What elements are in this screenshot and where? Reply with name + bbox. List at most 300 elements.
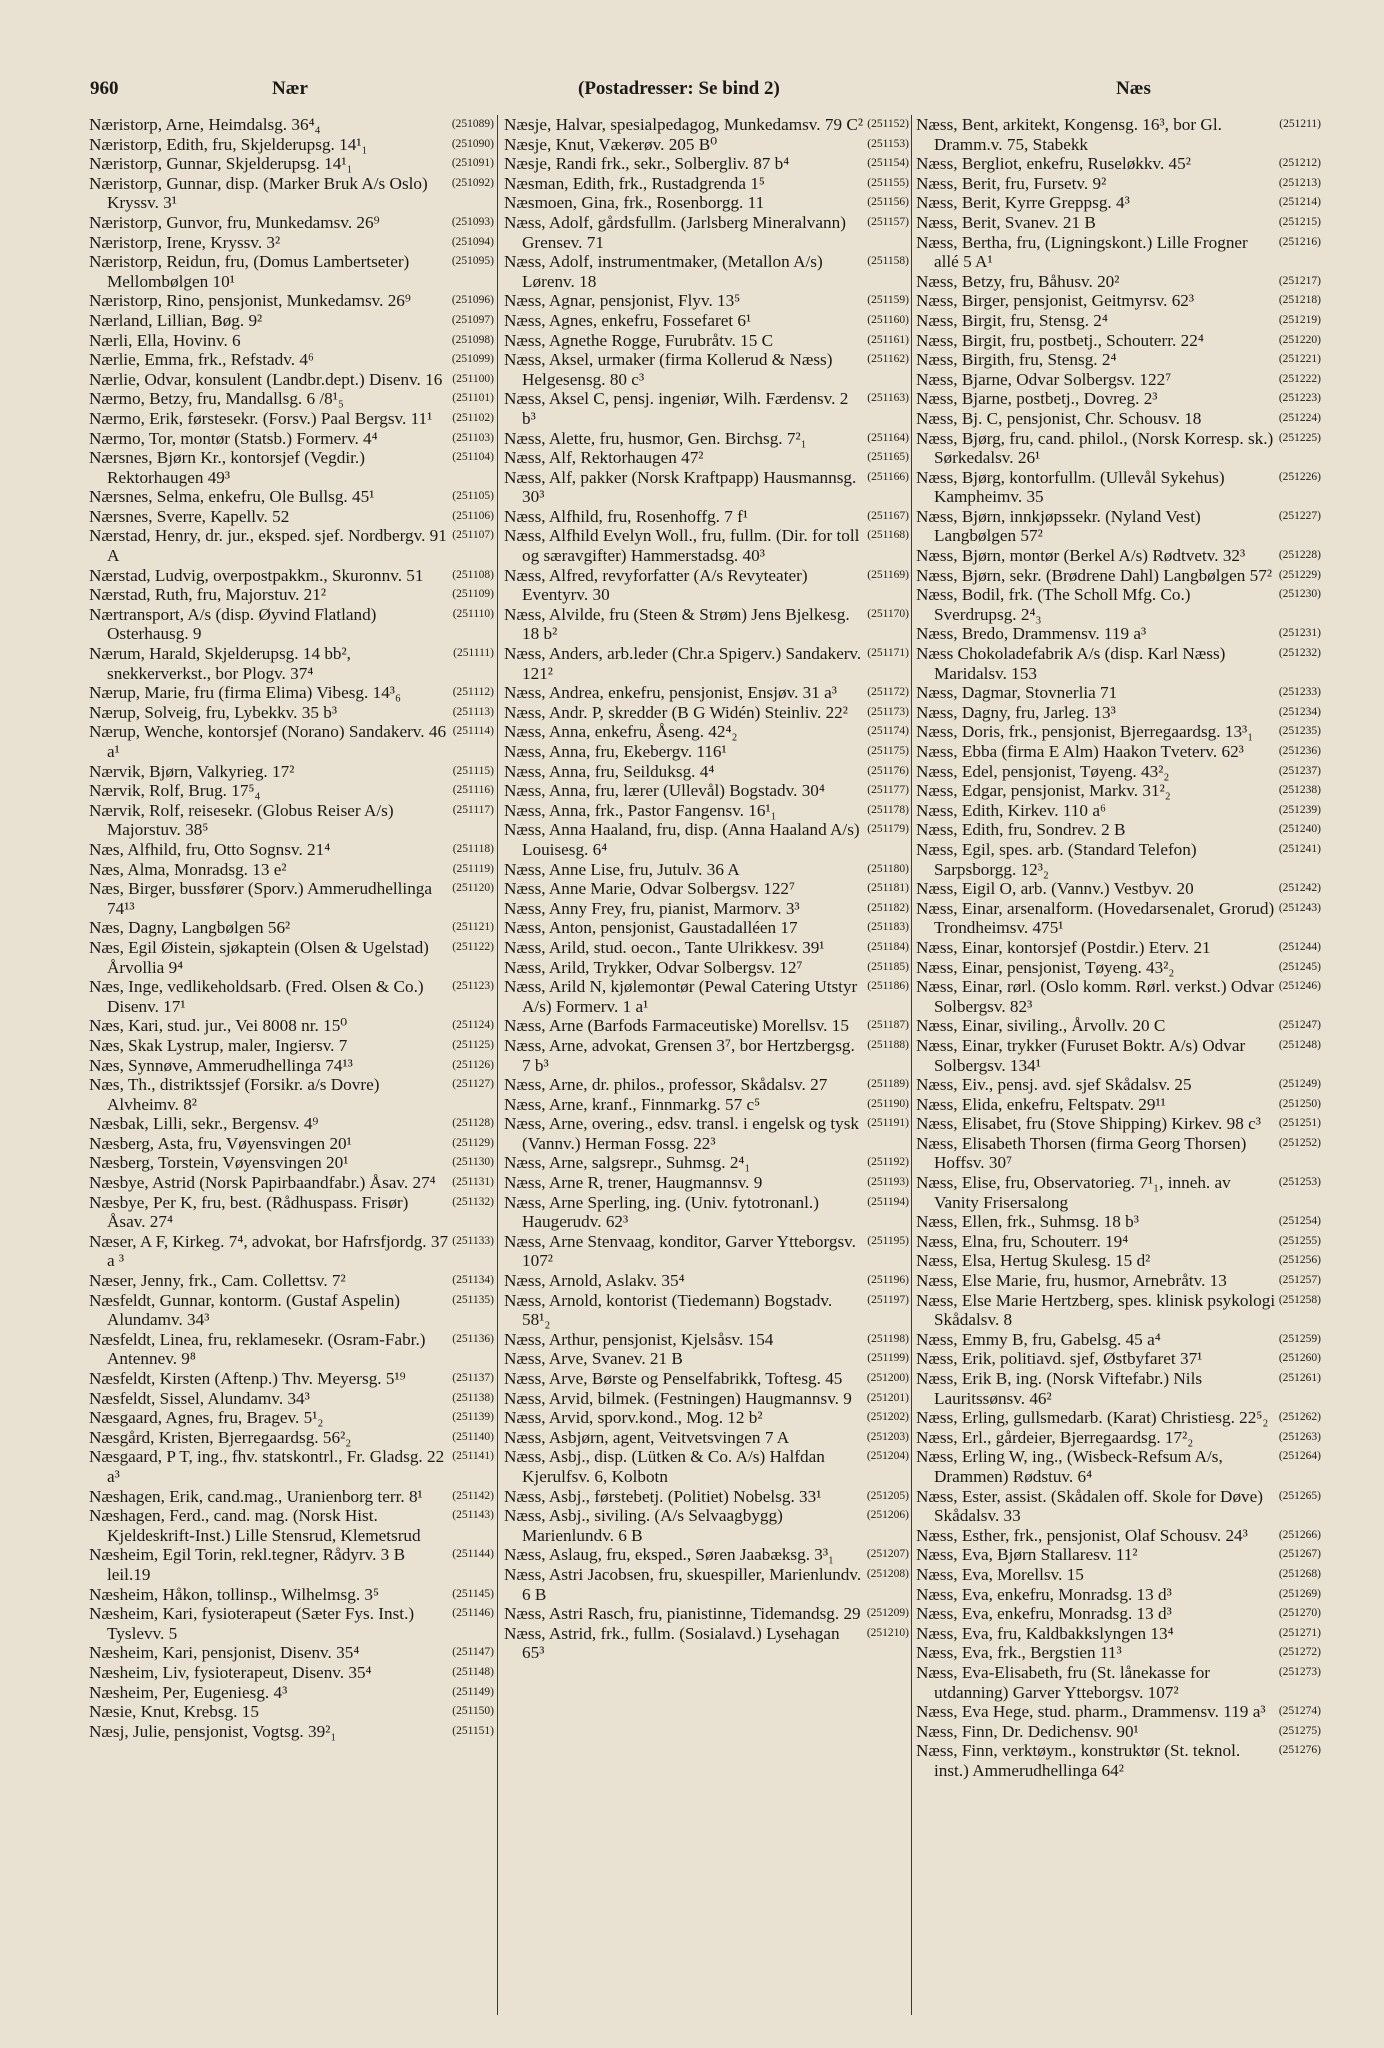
directory-entry xyxy=(504,1075,909,1095)
entry-number: (251126) xyxy=(452,1058,494,1071)
entry-number: (251172) xyxy=(867,686,909,699)
entry-text: Nærup, Wenche, kontorsjef (Norano) Sandakerv. 46 a¹ xyxy=(89,722,447,761)
entry-text: Næs, Synnøve, Ammerudhellinga 74¹³ xyxy=(89,1055,353,1075)
entry-number: (251117) xyxy=(452,803,494,816)
entry-number: (251252) xyxy=(1278,1136,1321,1149)
entry-text: Næss, Else Marie Hertzberg, spes. klinisk psykologi Skådalsv. 8 xyxy=(916,1290,1276,1330)
entry-text: Næser, Jenny, frk., Cam. Collettsv. 7² xyxy=(89,1271,346,1291)
entry-text: Næristorp, Gunnar, disp. (Marker Bruk A/s Oslo) Kryssv. 3¹ xyxy=(89,173,428,213)
directory-entry xyxy=(504,1153,909,1173)
entry-text: Næristorp, Irene, Kryssv. 3² xyxy=(89,232,281,252)
directory-entry xyxy=(916,311,1321,331)
entry-text: Næshagen, Erik, cand.mag., Uranienborg terr. 8¹ xyxy=(89,1486,423,1506)
entry-text: Næsheim, Håkon, tollinsp., Wilhelmsg. 3⁵ xyxy=(89,1584,380,1604)
entry-number: (251184) xyxy=(867,940,909,953)
entry-text: Næss, Asbj., førstebetj. (Politiet) Nobelsg. 33¹ xyxy=(504,1486,822,1506)
directory-entry xyxy=(916,820,1321,840)
directory-entry xyxy=(89,1232,494,1271)
entry-number: (251202) xyxy=(866,1411,909,1424)
entry-number: (251121) xyxy=(452,921,494,934)
directory-entry xyxy=(504,958,909,978)
entry-text: Næss, Arne, overing., edsv. transl. i engelsk og tysk (Vannv.) Herman Fossg. 22³ xyxy=(504,1114,860,1153)
directory-entry xyxy=(89,781,494,801)
directory-entry xyxy=(89,683,494,703)
entry-number: (251170) xyxy=(867,607,909,620)
directory-entry xyxy=(504,644,909,683)
directory-entry xyxy=(89,840,494,860)
directory-entry xyxy=(504,1291,909,1330)
entry-text: Nærland, Lillian, Bøg. 9² xyxy=(89,310,263,330)
entry-text: Næs, Inge, vedlikeholdsarb. (Fred. Olsen & Co.) Disenv. 17¹ xyxy=(89,977,424,1016)
directory-entry xyxy=(504,135,909,155)
directory-entry xyxy=(89,1016,494,1036)
entry-text: Næss, Eiv., pensj. avd. sjef Skådalsv. 25 xyxy=(916,1075,1192,1095)
page-number: 960 xyxy=(90,78,119,99)
entry-text: Næss, Alf, Rektorhaugen 47² xyxy=(504,448,704,468)
entry-text: Nærlie, Odvar, konsulent (Landbr.dept.) Disenv. 16 xyxy=(89,369,443,389)
entry-text: Næshagen, Ferd., cand. mag. (Norsk Hist. Kjeldeskrift-Inst.) Lille Stensrud, Klemetsrud xyxy=(89,1506,421,1545)
entry-text: Næs, Alma, Monradsg. 13 e² xyxy=(89,859,287,879)
entry-number: (251236) xyxy=(1278,745,1321,757)
entry-number: (251162) xyxy=(867,353,909,366)
column-middle xyxy=(504,115,909,1663)
entry-number: (251183) xyxy=(867,921,909,934)
entry-number: (251269) xyxy=(1278,1587,1321,1600)
directory-entry xyxy=(89,448,494,487)
entry-number: (251123) xyxy=(452,980,494,993)
entry-number: (251155) xyxy=(867,176,909,189)
entry-text: Næss, Betzy, fru, Båhusv. 20² xyxy=(916,271,1120,291)
entry-text: Næsbye, Per K, fru, best. (Rådhuspass. Frisør) Åsav. 27⁴ xyxy=(89,1192,409,1232)
directory-entry xyxy=(916,1428,1321,1448)
entry-number: (251249) xyxy=(1278,1078,1321,1091)
directory-entry xyxy=(89,1487,494,1507)
entry-number: (251089) xyxy=(451,118,494,130)
directory-entry xyxy=(916,1702,1321,1722)
entry-text: Næss, Birgit, fru, postbetj., Schouterr. 22⁴ xyxy=(916,330,1204,350)
entry-number: (251141) xyxy=(452,1450,494,1463)
entry-text: Næss, Alette, fru, husmor, Gen. Birchsg. 7²₁ xyxy=(504,428,807,448)
entry-number: (251118) xyxy=(452,842,494,855)
entry-number: (251246) xyxy=(1278,980,1321,993)
directory-entry xyxy=(504,468,909,507)
entry-number: (251225) xyxy=(1278,431,1321,444)
directory-entry xyxy=(89,605,494,644)
entry-number: (251187) xyxy=(867,1019,909,1032)
entry-text: Nærsnes, Selma, enkefru, Ole Bullsg. 45¹ xyxy=(89,487,375,507)
directory-entry xyxy=(916,331,1321,351)
directory-entry xyxy=(89,1114,494,1134)
directory-entry xyxy=(504,1389,909,1409)
entry-number: (251159) xyxy=(867,294,909,307)
entry-text: Næss, Elna, fru, Schouterr. 19⁴ xyxy=(916,1231,1129,1251)
entry-number: (251222) xyxy=(1278,372,1321,385)
entry-text: Næss, Dagny, fru, Jarleg. 13³ xyxy=(916,702,1116,722)
entry-number: (251274) xyxy=(1278,1705,1321,1718)
entry-number: (251133) xyxy=(452,1234,494,1247)
entry-number: (251204) xyxy=(866,1450,909,1463)
entry-text: Nærmo, Betzy, fru, Mandallsg. 6 /8¹₅ xyxy=(89,389,344,409)
entry-text: Næss, Finn, Dr. Dedichensv. 90¹ xyxy=(916,1721,1139,1741)
directory-entry xyxy=(89,331,494,351)
entry-number: (251101) xyxy=(452,392,494,405)
entry-number: (251218) xyxy=(1278,294,1321,307)
directory-entry xyxy=(916,370,1321,390)
entry-text: Næs, Egil Øistein, sjøkaptein (Olsen & Ugelstad) Årvollia 9⁴ xyxy=(89,937,429,977)
directory-entry xyxy=(916,1447,1321,1486)
entry-number: (251132) xyxy=(452,1195,494,1208)
directory-entry xyxy=(504,1095,909,1115)
entry-text: Næss, Birgit, fru, Stensg. 2⁴ xyxy=(916,310,1108,330)
entry-number: (251234) xyxy=(1278,705,1321,718)
entry-text: Næss, Arne, salgsrepr., Suhmsg. 2⁴₁ xyxy=(504,1153,751,1173)
directory-entry xyxy=(916,1565,1321,1585)
entry-text: Næss, Arne, dr. philos., professor, Skådalsv. 27 xyxy=(504,1075,828,1095)
entry-text: Næsman, Edith, frk., Rustadgrenda 1⁵ xyxy=(504,173,765,193)
entry-text: Nærstad, Ludvig, overpostpakkm., Skuronnv. 51 xyxy=(89,565,424,585)
directory-entry xyxy=(916,703,1321,723)
entry-text: Næss, Edel, pensjonist, Tøyeng. 43²₂ xyxy=(916,761,1170,781)
entry-text: Næser, A F, Kirkeg. 7⁴, advokat, bor Hafrsfjordg. 37 a ³ xyxy=(89,1231,449,1271)
entry-number: (251232) xyxy=(1278,647,1321,660)
entry-number: (251095) xyxy=(451,255,494,268)
entry-number: (251131) xyxy=(452,1176,494,1189)
entry-text: Næs, Kari, stud. jur., Vei 8008 nr. 15⁰ xyxy=(89,1016,348,1036)
entry-text: Næss, Arne Stenvaag, konditor, Garver Ytteborgsv. 107² xyxy=(504,1231,856,1271)
directory-entry xyxy=(89,370,494,390)
entry-number: (251114) xyxy=(452,725,494,738)
entry-text: Næsheim, Per, Eugeniesg. 4³ xyxy=(89,1682,288,1702)
directory-entry xyxy=(916,1545,1321,1565)
entry-text: Næsheim, Kari, pensjonist, Disenv. 35⁴ xyxy=(89,1643,360,1663)
directory-entry xyxy=(504,1624,909,1663)
directory-entry xyxy=(916,938,1321,958)
entry-text: Nærup, Solveig, fru, Lybekkv. 35 b³ xyxy=(89,702,337,722)
entry-number: (251090) xyxy=(451,137,494,150)
directory-entry xyxy=(916,429,1321,468)
entry-number: (251094) xyxy=(451,235,494,248)
directory-entry xyxy=(504,879,909,899)
directory-entry xyxy=(916,389,1321,409)
directory-entry xyxy=(89,115,494,135)
directory-entry xyxy=(504,311,909,331)
directory-entry xyxy=(916,1741,1321,1780)
entry-text: Næss, Edith, Kirkev. 110 a⁶ xyxy=(916,800,1106,820)
directory-entry xyxy=(504,1487,909,1507)
directory-entry xyxy=(89,1604,494,1643)
entry-number: (251245) xyxy=(1278,960,1321,973)
entry-number: (251195) xyxy=(867,1234,909,1247)
entry-number: (251270) xyxy=(1278,1607,1321,1620)
directory-entry xyxy=(504,213,909,252)
entry-number: (251267) xyxy=(1278,1548,1321,1561)
entry-text: Næsberg, Asta, fru, Vøyensvingen 20¹ xyxy=(89,1133,352,1153)
directory-entry xyxy=(89,1134,494,1154)
directory-entry xyxy=(89,311,494,331)
entry-number: (251206) xyxy=(866,1509,909,1522)
entry-number: (251241) xyxy=(1278,842,1321,855)
entry-number: (251146) xyxy=(452,1607,494,1620)
entry-text: Næss, Einar, arsenalform. (Hovedarsenalet, Grorud) Trondheimsv. 475¹ xyxy=(916,898,1275,938)
entry-number: (251208) xyxy=(866,1567,909,1580)
entry-number: (251181) xyxy=(867,882,909,895)
entry-number: (251211) xyxy=(1279,118,1321,130)
entry-number: (251248) xyxy=(1278,1038,1321,1051)
entry-number: (251233) xyxy=(1278,686,1321,699)
entry-number: (251263) xyxy=(1278,1430,1321,1443)
directory-entry xyxy=(916,1624,1321,1644)
directory-entry xyxy=(504,1447,909,1486)
entry-number: (251179) xyxy=(867,823,909,836)
entry-number: (251115) xyxy=(452,764,494,777)
directory-entry xyxy=(89,1369,494,1389)
entry-text: Næsgaard, P T, ing., fhv. statskontrl., Fr. Gladsg. 22 a³ xyxy=(89,1447,445,1486)
entry-number: (251163) xyxy=(867,392,909,405)
entry-text: Næss, Aksel, urmaker (firma Kollerud & Næss) Helgesensg. 80 c³ xyxy=(504,350,833,389)
entry-text: Næsberg, Torstein, Vøyensvingen 20¹ xyxy=(89,1153,349,1173)
directory-entry xyxy=(89,566,494,586)
directory-entry xyxy=(916,409,1321,429)
directory-entry xyxy=(916,1232,1321,1252)
directory-entry xyxy=(916,213,1321,233)
entry-text: Næss, Erl., gårdeier, Bjerregaardsg. 17²₂ xyxy=(916,1427,1194,1447)
entry-text: Næsje, Halvar, spesialpedagog, Munkedamsv. 79 C² xyxy=(504,115,863,134)
entry-number: (251199) xyxy=(867,1352,909,1365)
entry-text: Næss, Arild, stud. oecon., Tante Ulrikkesv. 39¹ xyxy=(504,937,825,957)
directory-entry xyxy=(89,1193,494,1232)
directory-entry xyxy=(504,1016,909,1036)
entry-number: (251096) xyxy=(451,294,494,307)
entry-text: Næss, Astri Jacobsen, fru, skuespiller, Marienlundv. 6 B xyxy=(504,1564,862,1604)
entry-number: (251189) xyxy=(867,1078,909,1091)
entry-number: (251196) xyxy=(867,1274,909,1287)
entry-number: (251150) xyxy=(452,1705,494,1718)
entry-number: (251130) xyxy=(452,1156,494,1169)
entry-text: Næss, Adolf, gårdsfullm. (Jarlsberg Mineralvann) Grensev. 71 xyxy=(504,212,846,252)
directory-entry xyxy=(916,1036,1321,1075)
entry-number: (251166) xyxy=(867,470,909,483)
directory-entry xyxy=(504,429,909,449)
entry-text: Næss, Anne Marie, Odvar Solbergsv. 122⁷ xyxy=(504,879,795,899)
entry-text: Næss, Elisabet, fru (Stove Shipping) Kirkev. 98 c³ xyxy=(916,1114,1261,1134)
entry-number: (251171) xyxy=(867,647,909,660)
entry-text: Næristorp, Rino, pensjonist, Munkedamsv. 26⁹ xyxy=(89,291,411,311)
directory-entry xyxy=(916,1271,1321,1291)
entry-text: Næss, Alfred, revyforfatter (A/s Revyteater) Eventyrv. 30 xyxy=(504,565,808,605)
entry-number: (251227) xyxy=(1278,509,1321,522)
entry-number: (251197) xyxy=(867,1293,909,1306)
entry-number: (251104) xyxy=(452,451,494,464)
directory-entry xyxy=(89,135,494,155)
directory-entry xyxy=(89,918,494,938)
entry-number: (251112) xyxy=(452,686,494,699)
entry-number: (251237) xyxy=(1278,764,1321,777)
entry-text: Næss, Anders, arb.leder (Chr.a Spigerv.) Sandakerv. 121² xyxy=(504,644,862,683)
directory-entry xyxy=(916,233,1321,272)
entry-number: (251136) xyxy=(452,1332,494,1345)
entry-text: Næss, Alfhild Evelyn Woll., fru, fullm. (Dir. for toll og særavgifter) Hammerstadsg. 40³ xyxy=(504,526,860,566)
entry-text: Næss, Aksel C, pensj. ingeniør, Wilh. Færdensv. 2 b³ xyxy=(504,389,849,428)
directory-entry xyxy=(916,958,1321,978)
entry-number: (251149) xyxy=(452,1685,494,1698)
entry-number: (251224) xyxy=(1278,411,1321,424)
directory-entry xyxy=(504,820,909,859)
entry-text: Nærvik, Bjørn, Valkyrieg. 17² xyxy=(89,761,295,781)
entry-text: Næristorp, Gunnar, Skjelderupsg. 14¹₁ xyxy=(89,154,353,174)
entry-text: Næss, Einar, pensjonist, Tøyeng. 43²₂ xyxy=(916,957,1175,977)
entry-text: Næss, Eva Hege, stud. pharm., Drammensv. 119 a³ xyxy=(916,1702,1266,1722)
entry-text: Næss, Eva, frk., Bergstien 11³ xyxy=(916,1643,1122,1663)
entry-number: (251134) xyxy=(452,1274,494,1287)
entry-number: (251256) xyxy=(1278,1254,1321,1267)
entry-number: (251250) xyxy=(1278,1097,1321,1110)
entry-number: (251258) xyxy=(1278,1293,1321,1306)
directory-entry xyxy=(916,879,1321,899)
entry-number: (251191) xyxy=(867,1117,909,1130)
entry-number: (251156) xyxy=(867,196,909,209)
entry-text: Næss, Anton, pensjonist, Gaustadalléen 17 xyxy=(504,918,798,938)
directory-entry xyxy=(504,1545,909,1565)
entry-number: (251120) xyxy=(452,882,494,895)
directory-entry xyxy=(89,762,494,782)
entry-text: Næs, Skak Lystrup, maler, Ingiersv. 7 xyxy=(89,1035,348,1055)
entry-text: Næss, Arve, Svanev. 21 B xyxy=(504,1349,683,1369)
header-center: (Postadresser: Se bind 2) xyxy=(578,78,780,99)
entry-text: Næsje, Randi frk., sekr., Solbergliv. 87 b⁴ xyxy=(504,154,790,174)
entry-text: Næss, Anna, fru, Seilduksg. 4⁴ xyxy=(504,761,715,781)
directory-entry xyxy=(89,350,494,370)
entry-text: Næss, Eva, Morellsv. 15 xyxy=(916,1564,1084,1584)
directory-entry xyxy=(916,1408,1321,1428)
directory-entry xyxy=(916,1349,1321,1369)
entry-text: Nærli, Ella, Hovinv. 6 xyxy=(89,330,241,350)
entry-number: (251228) xyxy=(1278,549,1321,562)
entry-text: Næss, Birgith, fru, Stensg. 2⁴ xyxy=(916,350,1117,370)
directory-entry xyxy=(916,1251,1321,1271)
entry-number: (251212) xyxy=(1278,157,1321,170)
entry-text: Næss, Eva, fru, Kaldbakkslyngen 13⁴ xyxy=(916,1623,1174,1643)
directory-entry xyxy=(89,487,494,507)
directory-entry xyxy=(504,1408,909,1428)
directory-entry xyxy=(916,291,1321,311)
entry-text: Næsfeldt, Sissel, Alundamv. 34³ xyxy=(89,1388,310,1408)
entry-text: Næss, Bertha, fru, (Ligningskont.) Lille Frogner allé 5 A¹ xyxy=(916,232,1248,272)
entry-number: (251201) xyxy=(866,1391,909,1404)
entry-text: Næsje, Knut, Vækerøv. 205 B⁰ xyxy=(504,134,718,154)
entry-number: (251266) xyxy=(1278,1528,1321,1541)
entry-text: Næss, Alf, pakker (Norsk Kraftpapp) Hausmannsg. 30³ xyxy=(504,467,857,507)
directory-entry xyxy=(916,840,1321,879)
directory-entry xyxy=(89,1389,494,1409)
entry-number: (251219) xyxy=(1278,313,1321,326)
directory-entry xyxy=(89,507,494,527)
entry-number: (251139) xyxy=(452,1411,494,1424)
directory-entry xyxy=(504,1349,909,1369)
entry-number: (251129) xyxy=(452,1136,494,1149)
entry-text: Næsfeldt, Kirsten (Aftenp.) Thv. Meyersg. 5¹⁹ xyxy=(89,1369,406,1388)
directory-entry xyxy=(504,526,909,565)
directory-entry xyxy=(89,1643,494,1663)
entry-number: (251198) xyxy=(867,1332,909,1345)
entry-text: Næss, Arnold, Aslakv. 35⁴ xyxy=(504,1271,685,1291)
entry-text: Næss, Arne (Barfods Farmaceutiske) Morellsv. 15 xyxy=(504,1016,849,1036)
entry-text: Næss, Bjørn, montør (Berkel A/s) Rødtvetv. 32³ xyxy=(916,546,1246,566)
entry-text: Næss, Arthur, pensjonist, Kjelsåsv. 154 xyxy=(504,1329,774,1349)
directory-entry xyxy=(916,1526,1321,1546)
entry-text: Næss, Elise, fru, Observatorieg. 7¹₁, inneh. av Vanity Frisersalong xyxy=(916,1173,1231,1212)
entry-number: (251097) xyxy=(451,313,494,326)
entry-number: (251242) xyxy=(1278,882,1321,895)
directory-entry xyxy=(504,762,909,782)
entry-number: (251257) xyxy=(1278,1274,1321,1287)
entry-text: Næss, Bergliot, enkefru, Ruseløkkv. 45² xyxy=(916,154,1191,174)
directory-entry xyxy=(916,1604,1321,1624)
entry-text: Næss, Alfhild, fru, Rosenhoffg. 7 f¹ xyxy=(504,506,749,526)
entry-text: Næss, Anny Frey, fru, pianist, Marmorv. 3³ xyxy=(504,898,800,918)
entry-text: Næss, Einar, trykker (Furuset Boktr. A/s) Odvar Solbergsv. 134¹ xyxy=(916,1035,1246,1075)
entry-number: (251180) xyxy=(867,862,909,875)
directory-entry xyxy=(89,1447,494,1486)
directory-entry xyxy=(916,566,1321,586)
directory-entry xyxy=(916,742,1321,762)
entry-number: (251154) xyxy=(867,157,909,170)
entry-number: (251106) xyxy=(452,509,494,522)
directory-entry xyxy=(504,448,909,468)
entry-text: Nærsnes, Sverre, Kapellv. 52 xyxy=(89,506,290,526)
directory-entry xyxy=(504,918,909,938)
directory-entry xyxy=(89,1036,494,1056)
entry-number: (251247) xyxy=(1278,1019,1321,1032)
directory-entry xyxy=(89,1428,494,1448)
entry-number: (251091) xyxy=(451,157,494,170)
entry-text: Næss, Agnes, enkefru, Fossefaret 6¹ xyxy=(504,310,752,330)
entry-text: Næss, Anne Lise, fru, Jutulv. 36 A xyxy=(504,859,740,879)
entry-text: Næss, Bjarne, Odvar Solbergsv. 122⁷ xyxy=(916,369,1172,389)
directory-entry xyxy=(504,350,909,389)
entry-text: Næsfeldt, Linea, fru, reklamesekr. (Osram-Fabr.) Antennev. 9⁸ xyxy=(89,1329,426,1369)
entry-text: Næss, Edith, fru, Sondrev. 2 B xyxy=(916,820,1126,840)
entry-number: (251226) xyxy=(1278,470,1321,483)
entry-text: Næss, Astri Rasch, fru, pianistinne, Tidemandsg. 29 xyxy=(504,1604,861,1624)
entry-number: (251098) xyxy=(451,333,494,346)
entry-text: Næss, Asbj., siviling. (A/s Selvaagbygg) Marienlundv. 6 B xyxy=(504,1506,783,1545)
entry-text: Næs, Dagny, Langbølgen 56² xyxy=(89,918,291,938)
entry-text: Næss, Berit, Kyrre Greppsg. 4³ xyxy=(916,193,1130,213)
entry-number: (251231) xyxy=(1278,627,1321,640)
directory-entry xyxy=(504,605,909,644)
entry-number: (251107) xyxy=(452,529,494,542)
directory-entry xyxy=(916,585,1321,624)
entry-text: Næss, Arnold, kontorist (Tiedemann) Bogstadv. 58¹₂ xyxy=(504,1290,833,1330)
entry-text: Næss, Bjørg, kontorfullm. (Ullevål Sykehus) Kampheimv. 35 xyxy=(916,467,1225,507)
entry-text: Næsbye, Astrid (Norsk Papirbaandfabr.) Åsav. 27⁴ xyxy=(89,1173,436,1193)
directory-entry xyxy=(916,1722,1321,1742)
directory-entry xyxy=(89,1506,494,1545)
entry-text: Næss, Bodil, frk. (The Scholl Mfg. Co.) Sverdrupsg. 2⁴₃ xyxy=(916,585,1191,624)
entry-text: Næss, Erik, politiavd. sjef, Østbyfaret 37¹ xyxy=(916,1349,1203,1369)
entry-text: Næss, Anna, frk., Pastor Fangensv. 16¹₁ xyxy=(504,800,777,820)
entry-number: (251169) xyxy=(867,568,909,581)
entry-text: Nærmo, Tor, montør (Statsb.) Formerv. 4⁴ xyxy=(89,428,378,448)
entry-number: (251173) xyxy=(867,705,909,718)
entry-number: (251109) xyxy=(452,588,494,601)
directory-entry xyxy=(916,1585,1321,1605)
entry-text: Nærmo, Erik, førstesekr. (Forsv.) Paal Bergsv. 11¹ xyxy=(89,408,433,428)
directory-entry xyxy=(89,389,494,409)
entry-text: Næss, Arvid, sporv.kond., Mog. 12 b² xyxy=(504,1408,763,1428)
entry-text: Næss, Bjørn, innkjøpssekr. (Nyland Vest) Langbølgen 57² xyxy=(916,506,1201,546)
directory-entry xyxy=(504,115,909,135)
